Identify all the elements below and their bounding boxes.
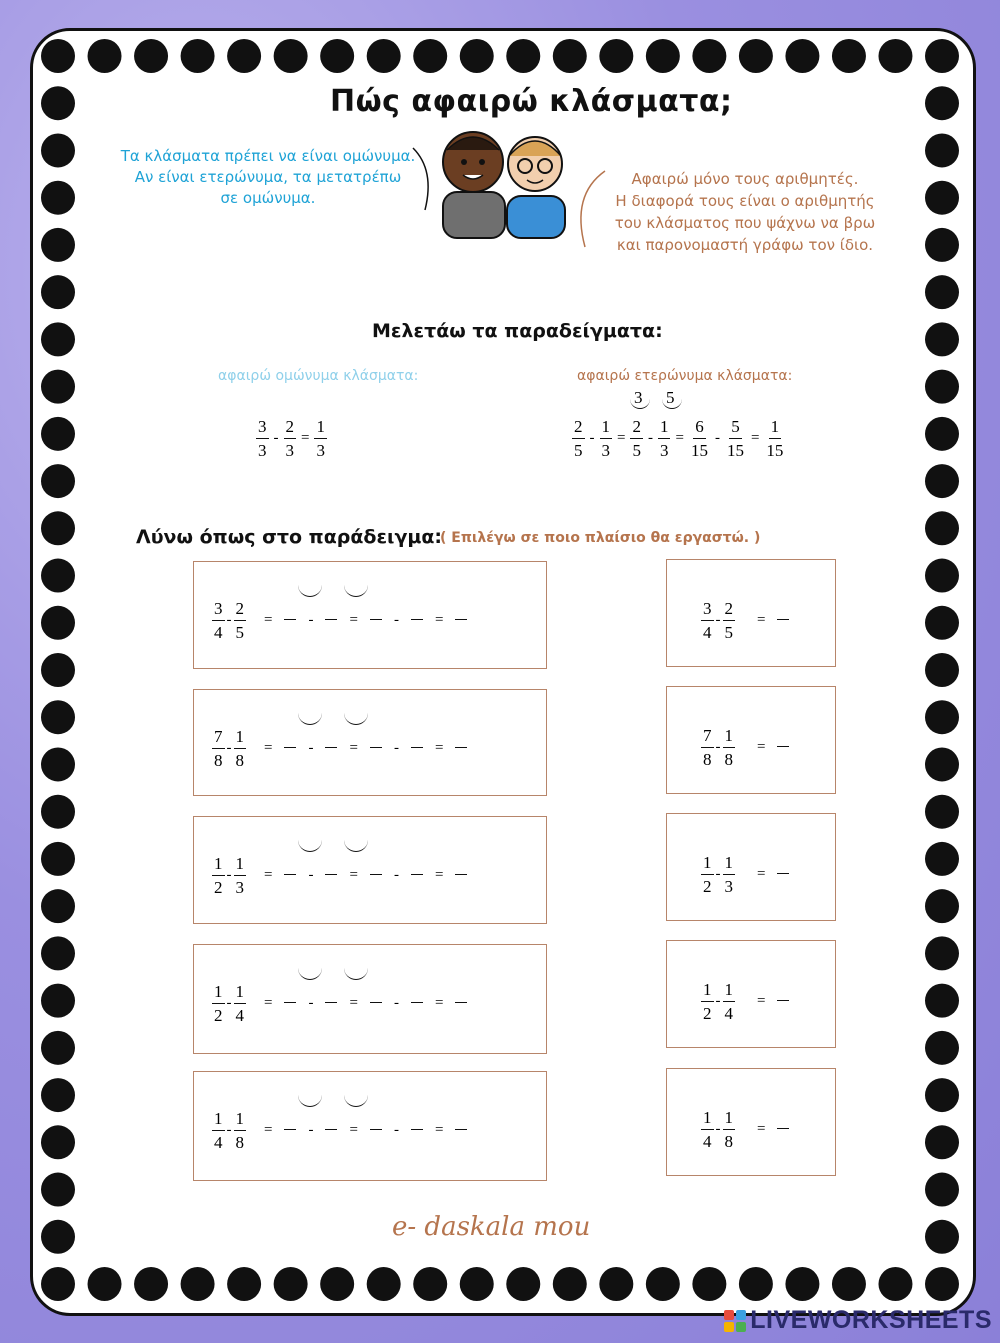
fraction: $\frac{3}{4}$ <box>703 599 712 642</box>
border-dot <box>320 39 354 73</box>
exercise-box-short[interactable] <box>666 559 836 667</box>
exercise-box-long[interactable] <box>193 561 547 669</box>
answer-blank[interactable] <box>370 747 382 748</box>
equals-sign: = <box>434 740 444 756</box>
minus-sign: - <box>715 866 721 882</box>
equals-sign: = <box>757 1121 766 1137</box>
border-dot <box>925 700 959 734</box>
border-dot <box>925 889 959 923</box>
answer-blank[interactable] <box>455 619 467 620</box>
exercise-equation <box>212 855 474 896</box>
equals-sign: = <box>434 1122 444 1138</box>
exercise-box-long[interactable] <box>193 944 547 1054</box>
border-dot <box>88 1267 122 1301</box>
border-dot <box>134 39 168 73</box>
multiplier-arc <box>344 712 368 725</box>
multiplier-3: 3 <box>634 388 643 407</box>
fraction: $\frac{1}{2}$ <box>214 982 223 1025</box>
right-speech-note <box>600 168 890 256</box>
solve-hint: ( Επιλέγω σε ποιο πλαίσιο θα εργαστώ. ) <box>440 530 761 546</box>
border-dot <box>925 936 959 970</box>
border-dot <box>181 1267 215 1301</box>
children-illustration <box>435 120 575 240</box>
border-dot <box>320 1267 354 1301</box>
border-dot <box>41 842 75 876</box>
exercise-equation <box>701 1109 796 1150</box>
border-dot <box>692 1267 726 1301</box>
border-dot <box>41 511 75 545</box>
fraction: $\frac{2}{5}$ <box>235 599 244 642</box>
border-dot <box>41 984 75 1018</box>
border-dot <box>41 1267 75 1301</box>
equals-sign: = <box>434 867 444 883</box>
border-dot <box>878 39 912 73</box>
border-dot <box>925 511 959 545</box>
border-dot <box>88 39 122 73</box>
exercise-box-long[interactable] <box>193 689 547 796</box>
equals-sign: = <box>434 612 444 628</box>
left-speech-note <box>108 146 428 209</box>
border-dot <box>41 417 75 451</box>
fraction: $\frac{2}{5}$ <box>632 417 641 460</box>
answer-blank[interactable] <box>411 1129 423 1130</box>
border-dot <box>227 1267 261 1301</box>
minus-sign: - <box>273 430 279 446</box>
answer-blank[interactable] <box>284 747 296 748</box>
border-dot <box>925 795 959 829</box>
answer-blank[interactable] <box>777 619 789 620</box>
border-dot <box>181 39 215 73</box>
border-dot <box>925 86 959 120</box>
border-dot <box>553 1267 587 1301</box>
equals-sign: = <box>264 1122 273 1138</box>
border-dot <box>692 39 726 73</box>
answer-blank[interactable] <box>455 747 467 748</box>
exercise-box-long[interactable] <box>193 1071 547 1181</box>
border-dot <box>925 133 959 167</box>
equals-sign: = <box>434 995 444 1011</box>
answer-blank[interactable] <box>411 874 423 875</box>
border-dot <box>925 181 959 215</box>
border-dot <box>925 464 959 498</box>
border-dot <box>599 1267 633 1301</box>
exercise-equation <box>212 983 474 1024</box>
fraction: $\frac{1}{2}$ <box>703 853 712 896</box>
border-dot <box>599 39 633 73</box>
answer-blank[interactable] <box>370 1002 382 1003</box>
border-dot <box>41 700 75 734</box>
border-dot <box>41 322 75 356</box>
minus-sign: - <box>393 740 399 756</box>
equals-sign: = <box>757 739 766 755</box>
answer-blank[interactable] <box>370 619 382 620</box>
answer-blank[interactable] <box>370 874 382 875</box>
fraction: $\frac{3}{4}$ <box>214 599 223 642</box>
right-note-line: και παρονομαστή γράφω τον ίδιο. <box>616 236 874 254</box>
example-same-equation <box>256 418 327 459</box>
multiplier-arc <box>298 839 322 852</box>
border-dot <box>41 228 75 262</box>
minus-sign: - <box>393 1122 399 1138</box>
right-note-line: Η διαφορά τους είναι ο αριθμητής <box>615 192 875 210</box>
fraction: $\frac{1}{4}$ <box>214 1109 223 1152</box>
left-note-line: Τα κλάσματα πρέπει να είναι ομώνυμα. <box>120 147 416 165</box>
answer-blank[interactable] <box>284 874 296 875</box>
border-dot <box>646 1267 680 1301</box>
minus-sign: - <box>308 740 314 756</box>
study-examples-heading: Μελετάω τα παραδείγματα: <box>372 320 663 342</box>
liveworksheets-logo-icon <box>724 1310 746 1332</box>
border-dot <box>925 417 959 451</box>
minus-sign: - <box>308 612 314 628</box>
answer-blank[interactable] <box>777 746 789 747</box>
minus-sign: - <box>226 995 232 1011</box>
multiplier-arc <box>298 584 322 597</box>
fraction: $\frac{1}{3}$ <box>235 854 244 897</box>
border-dot <box>41 1173 75 1207</box>
minus-sign: - <box>308 995 314 1011</box>
equals-sign: = <box>264 995 273 1011</box>
multiplier-arc <box>344 1094 368 1107</box>
answer-blank[interactable] <box>411 747 423 748</box>
exercise-equation <box>212 728 474 769</box>
fraction: $\frac{2}{3}$ <box>285 417 294 460</box>
border-dot <box>41 889 75 923</box>
fraction: $\frac{1}{8}$ <box>235 727 244 770</box>
border-dot <box>460 1267 494 1301</box>
multiplier-arc <box>298 1094 322 1107</box>
exercise-equation <box>701 981 796 1022</box>
answer-blank[interactable] <box>777 1128 789 1129</box>
border-dot <box>925 1031 959 1065</box>
equals-sign: = <box>264 612 273 628</box>
minus-sign: - <box>308 1122 314 1138</box>
multiplier-5: 5 <box>666 388 675 407</box>
footer-credit: e- daskala mou <box>392 1212 591 1242</box>
fraction: $\frac{1}{2}$ <box>214 854 223 897</box>
fraction: $\frac{2}{5}$ <box>724 599 733 642</box>
border-dot <box>41 1220 75 1254</box>
border-dot <box>41 181 75 215</box>
liveworksheets-brand[interactable] <box>724 1306 992 1335</box>
border-dot <box>925 39 959 73</box>
border-dot <box>646 39 680 73</box>
solve-heading: Λύνω όπως στο παράδειγμα: <box>136 526 443 548</box>
border-dot <box>274 1267 308 1301</box>
answer-blank[interactable] <box>370 1129 382 1130</box>
border-dot <box>925 1267 959 1301</box>
equals-sign: = <box>675 430 684 446</box>
border-dot <box>41 39 75 73</box>
minus-sign: - <box>715 612 721 628</box>
exercise-equation <box>701 727 796 768</box>
border-dot <box>925 1173 959 1207</box>
equals-sign: = <box>349 1122 358 1138</box>
fraction: $\frac{1}{8}$ <box>724 1108 733 1151</box>
example-different-equation <box>572 418 785 459</box>
minus-sign: - <box>715 993 721 1009</box>
fraction: $\frac{1}{3}$ <box>601 417 610 460</box>
minus-sign: - <box>715 739 721 755</box>
answer-blank[interactable] <box>777 873 789 874</box>
minus-sign: - <box>226 1122 232 1138</box>
border-dot <box>367 1267 401 1301</box>
minus-sign: - <box>393 867 399 883</box>
minus-sign: - <box>715 1121 721 1137</box>
answer-blank[interactable] <box>284 619 296 620</box>
border-dot <box>41 747 75 781</box>
border-dot <box>274 39 308 73</box>
border-dot <box>41 559 75 593</box>
border-dot <box>413 1267 447 1301</box>
fraction: $\frac{1}{2}$ <box>703 980 712 1023</box>
border-dot <box>41 1125 75 1159</box>
border-dot <box>41 936 75 970</box>
answer-blank[interactable] <box>325 747 337 748</box>
equals-sign: = <box>264 740 273 756</box>
answer-blank[interactable] <box>284 1129 296 1130</box>
answer-blank[interactable] <box>455 1002 467 1003</box>
border-dot <box>227 39 261 73</box>
page-title: Πώς αφαιρώ κλάσματα; <box>330 84 733 119</box>
minus-sign: - <box>393 612 399 628</box>
multiplier-arc <box>344 584 368 597</box>
fraction: $\frac{2}{5}$ <box>574 417 583 460</box>
minus-sign: - <box>308 867 314 883</box>
equals-sign: = <box>349 740 358 756</box>
fraction: $\frac{1}{4}$ <box>724 980 733 1023</box>
minus-sign: - <box>226 612 232 628</box>
border-dot <box>925 842 959 876</box>
border-dot <box>41 795 75 829</box>
minus-sign: - <box>226 867 232 883</box>
fraction: $\frac{1}{3}$ <box>724 853 733 896</box>
fraction: $\frac{1}{8}$ <box>724 726 733 769</box>
exercise-box-short[interactable] <box>666 1068 836 1176</box>
brand-name: LIVEWORKSHEETS <box>750 1306 992 1334</box>
equals-sign: = <box>264 867 273 883</box>
border-dot <box>925 275 959 309</box>
answer-blank[interactable] <box>325 1129 337 1130</box>
exercise-equation <box>212 600 474 641</box>
border-dot <box>41 86 75 120</box>
multiplier-arc <box>344 967 368 980</box>
border-dot <box>367 39 401 73</box>
different-denominator-label: αφαιρώ ετερώνυμα κλάσματα: <box>577 368 793 384</box>
answer-blank[interactable] <box>284 1002 296 1003</box>
equals-sign: = <box>757 612 766 628</box>
border-dot <box>832 1267 866 1301</box>
fraction: $\frac{1}{4}$ <box>703 1108 712 1151</box>
fraction: $\frac{1}{8}$ <box>235 1109 244 1152</box>
border-dot <box>739 39 773 73</box>
border-dot <box>925 984 959 1018</box>
border-dot <box>41 370 75 404</box>
answer-blank[interactable] <box>325 619 337 620</box>
border-dot <box>41 606 75 640</box>
exercise-box-short[interactable] <box>666 686 836 794</box>
border-dot <box>925 228 959 262</box>
exercise-equation <box>701 854 796 895</box>
border-dot <box>41 464 75 498</box>
border-dot <box>878 1267 912 1301</box>
border-dot <box>506 1267 540 1301</box>
fraction: $\frac{7}{8}$ <box>214 727 223 770</box>
border-dot <box>925 559 959 593</box>
border-dot <box>925 370 959 404</box>
minus-sign: - <box>589 430 595 446</box>
border-dot <box>925 1220 959 1254</box>
exercise-equation <box>212 1110 474 1151</box>
equals-sign: = <box>349 995 358 1011</box>
fraction: $\frac{7}{8}$ <box>703 726 712 769</box>
border-dot <box>413 39 447 73</box>
answer-blank[interactable] <box>455 1129 467 1130</box>
border-dot <box>925 606 959 640</box>
border-dot <box>41 275 75 309</box>
right-note-line: του κλάσματος που ψάχνω να βρω <box>614 214 876 232</box>
answer-blank[interactable] <box>325 874 337 875</box>
fraction: $\frac{1}{4}$ <box>235 982 244 1025</box>
fraction: $\frac{1}{3}$ <box>659 417 669 460</box>
fraction: $\frac{1}{3}$ <box>316 417 325 460</box>
right-note-line: Αφαιρώ μόνο τους αριθμητές. <box>631 170 859 188</box>
border-dot <box>506 39 540 73</box>
fraction: $\frac{5}{15}$ <box>726 417 744 460</box>
exercise-equation <box>701 600 796 641</box>
answer-blank[interactable] <box>455 874 467 875</box>
exercise-box-short[interactable] <box>666 940 836 1048</box>
border-dot <box>41 653 75 687</box>
border-dot <box>41 133 75 167</box>
fraction: $\frac{6}{15}$ <box>690 417 708 460</box>
exercise-box-long[interactable] <box>193 816 547 924</box>
answer-blank[interactable] <box>325 1002 337 1003</box>
equals-sign: = <box>349 867 358 883</box>
equals-sign: = <box>750 430 760 446</box>
border-dot <box>925 322 959 356</box>
minus-sign: - <box>226 740 232 756</box>
equals-sign: = <box>757 866 766 882</box>
border-dot <box>832 39 866 73</box>
equals-sign: = <box>301 430 310 446</box>
answer-blank[interactable] <box>411 1002 423 1003</box>
border-dot <box>739 1267 773 1301</box>
border-dot <box>41 1031 75 1065</box>
border-dot <box>460 39 494 73</box>
multiplier-arc <box>298 712 322 725</box>
border-dot <box>925 1078 959 1112</box>
minus-sign: - <box>393 995 399 1011</box>
exercise-box-short[interactable] <box>666 813 836 921</box>
border-dot <box>553 39 587 73</box>
minus-sign: - <box>714 430 720 446</box>
border-dot <box>925 747 959 781</box>
border-dot <box>925 1125 959 1159</box>
equals-sign: = <box>757 993 766 1009</box>
fraction: $\frac{3}{3}$ <box>258 417 267 460</box>
border-dot <box>785 1267 819 1301</box>
fraction: $\frac{1}{15}$ <box>766 417 784 460</box>
answer-blank[interactable] <box>777 1000 789 1001</box>
same-denominator-label: αφαιρώ ομώνυμα κλάσματα: <box>218 368 419 384</box>
multiplier-arc <box>344 839 368 852</box>
border-dot <box>41 1078 75 1112</box>
border-dot <box>785 39 819 73</box>
left-note-line: Αν είναι ετερώνυμα, τα μετατρέπω <box>134 168 402 186</box>
left-note-line: σε ομώνυμα. <box>220 189 316 207</box>
answer-blank[interactable] <box>411 619 423 620</box>
equals-sign: = <box>617 430 626 446</box>
border-dot <box>925 653 959 687</box>
border-dot <box>134 1267 168 1301</box>
equals-sign: = <box>349 612 358 628</box>
multiplier-arc <box>298 967 322 980</box>
minus-sign: - <box>647 430 653 446</box>
